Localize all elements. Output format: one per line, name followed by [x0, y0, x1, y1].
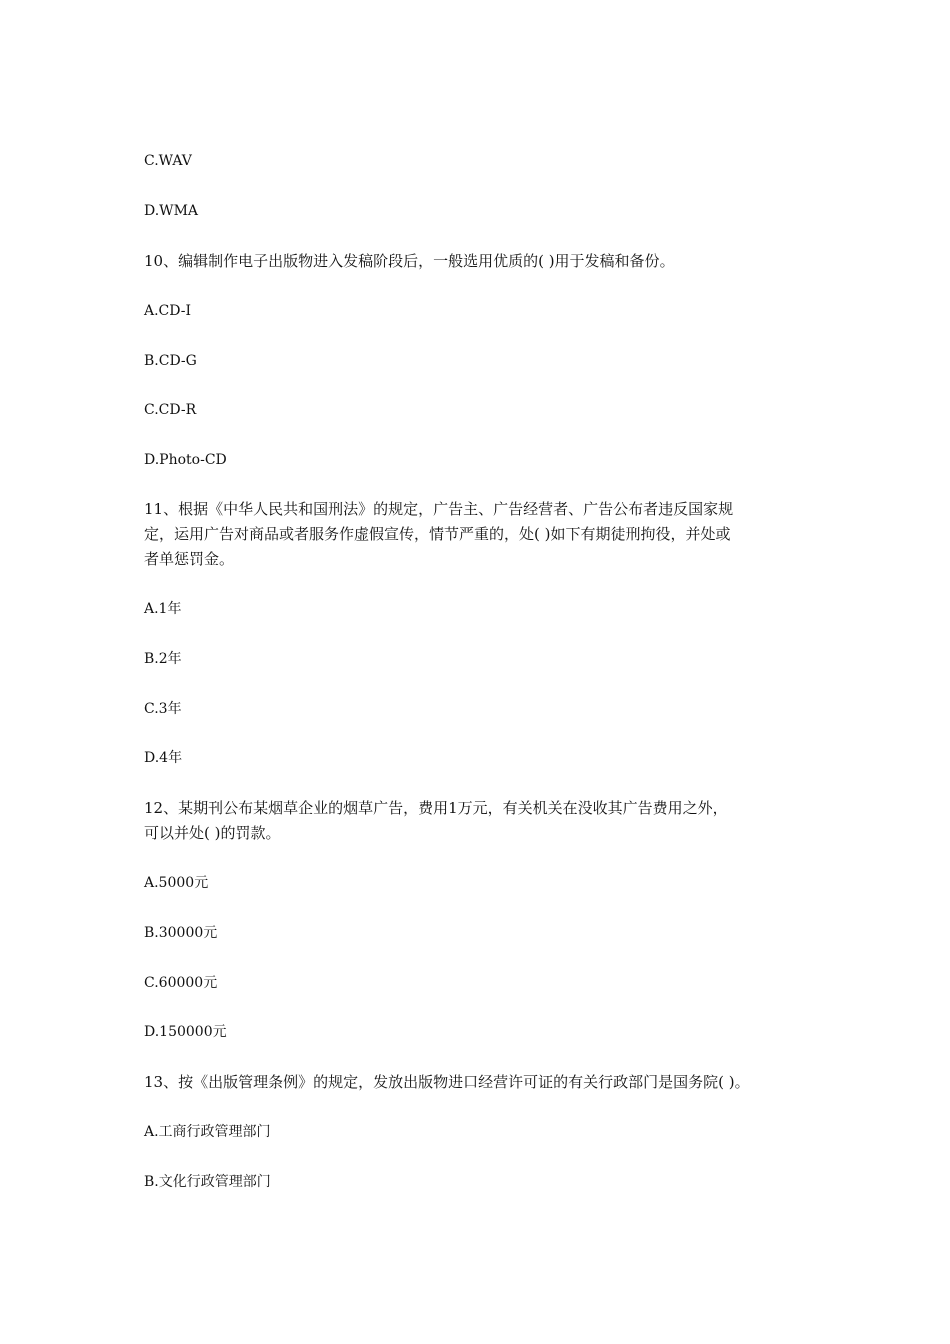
q12-option-b: B.30000元 [144, 925, 218, 941]
q11-stem-line-3: 者单惩罚金。 [144, 550, 235, 568]
q10-option-a: A.CD-I [144, 303, 192, 319]
q10-option-c: C.CD-R [144, 402, 197, 418]
q12-option-d: D.150000元 [144, 1024, 227, 1040]
q10-option-d: D.Photo-CD [144, 452, 227, 468]
q10-stem: 10、编辑制作电子出版物进入发稿阶段后，一般选用优质的( )用于发稿和备份。 [144, 252, 675, 270]
q9-option-c: C.WAV [144, 153, 192, 169]
q11-option-d: D.4年 [144, 750, 183, 766]
q13-option-a: A.工商行政管理部门 [144, 1124, 271, 1140]
q12-stem-line-2: 可以并处( )的罚款。 [144, 824, 281, 842]
q13-option-b: B.文化行政管理部门 [144, 1174, 271, 1190]
q12-option-a: A.5000元 [144, 875, 209, 891]
q11-option-b: B.2年 [144, 651, 182, 667]
q11-stem-line-2: 定，运用广告对商品或者服务作虚假宣传，情节严重的，处( )如下有期徒刑拘役，并处或 [144, 525, 731, 543]
q13-stem: 13、按《出版管理条例》的规定，发放出版物进口经营许可证的有关行政部门是国务院( )。 [144, 1073, 750, 1091]
q11-stem-line-1: 11、根据《中华人民共和国刑法》的规定，广告主、广告经营者、广告公布者违反国家规 [144, 500, 734, 518]
q12-stem-line-1: 12、某期刊公布某烟草企业的烟草广告，费用1万元，有关机关在没收其广告费用之外， [144, 799, 728, 817]
q11-option-a: A.1年 [144, 601, 182, 617]
q9-option-d: D.WMA [144, 203, 199, 219]
q11-option-c: C.3年 [144, 701, 182, 717]
q10-option-b: B.CD-G [144, 353, 197, 369]
q12-option-c: C.60000元 [144, 975, 218, 991]
